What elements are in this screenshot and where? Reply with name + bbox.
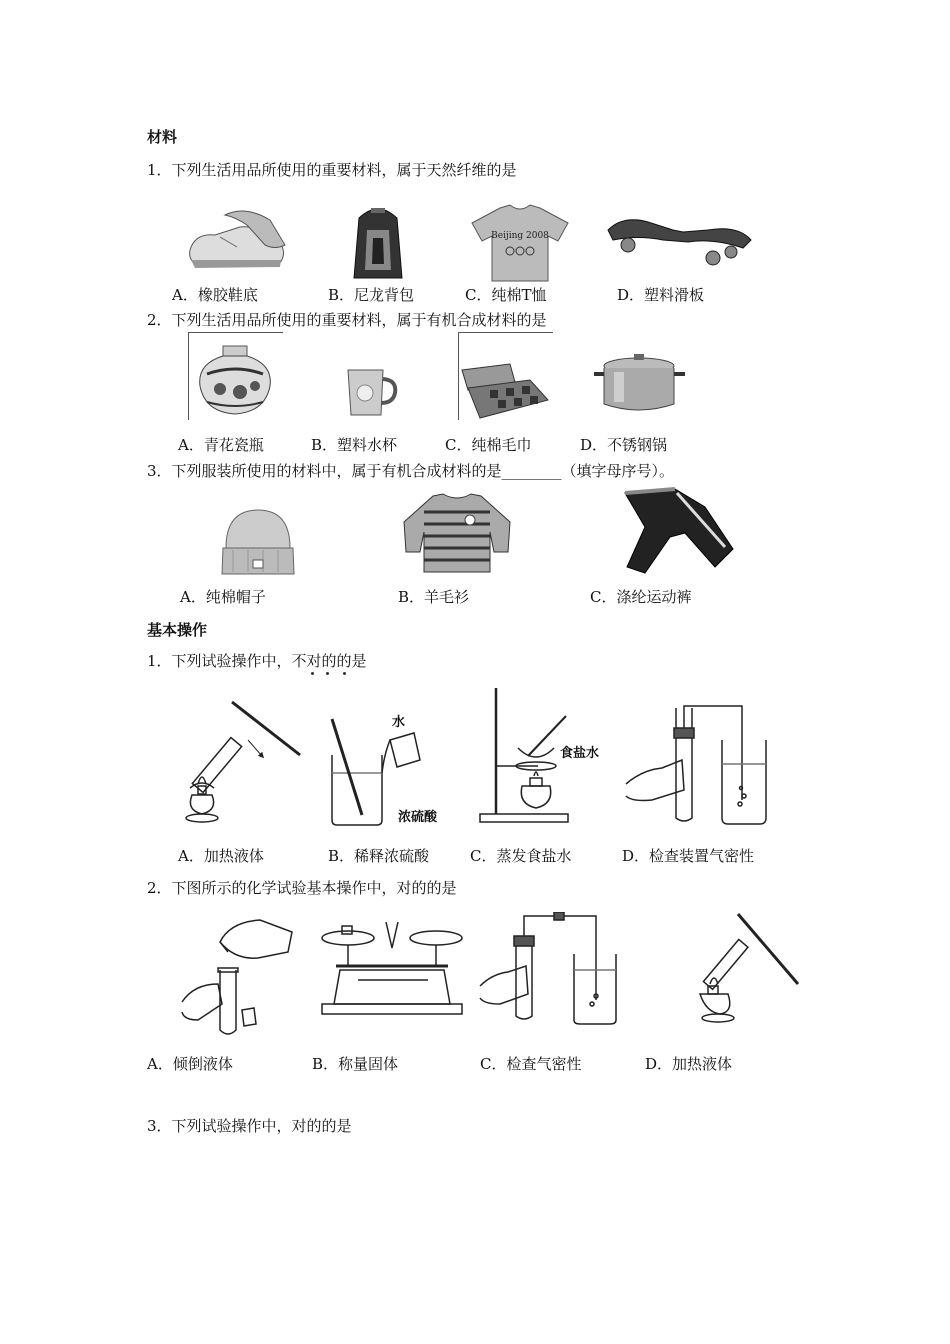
option-a[interactable]: A．加热液体 — [178, 847, 264, 865]
option-c[interactable]: C．纯棉T恤 — [465, 286, 547, 304]
option-a[interactable]: A．纯棉帽子 — [180, 588, 266, 606]
section-heading-basic-operations: 基本操作 — [147, 621, 208, 639]
wool-sweater-icon — [398, 492, 516, 574]
steel-pot-icon — [592, 352, 687, 416]
option-a[interactable]: A．橡胶鞋底 — [172, 286, 258, 304]
frame-line — [188, 332, 189, 420]
option-d[interactable]: D．加热液体 — [645, 1055, 733, 1073]
section-heading-materials: 材料 — [147, 128, 178, 146]
option-c[interactable]: C．检查气密性 — [480, 1055, 582, 1073]
question-text: 1．下列试验操作中，不对的的是 — [147, 652, 367, 670]
option-d[interactable]: D．塑料滑板 — [617, 286, 705, 304]
option-b[interactable]: B．羊毛衫 — [398, 588, 470, 606]
option-a[interactable]: A．青花瓷瓶 — [178, 436, 264, 454]
emphasis-dot — [326, 672, 329, 675]
option-a[interactable]: A．倾倒液体 — [147, 1055, 233, 1073]
heating-liquid-figure — [170, 700, 305, 830]
frame-line — [188, 332, 283, 333]
figure-label-acid: 浓硫酸 — [398, 810, 438, 825]
backpack-icon — [347, 200, 409, 282]
polyester-pants-icon — [615, 487, 735, 575]
emphasis-dot — [311, 672, 314, 675]
figure-label-water: 水 — [392, 715, 406, 730]
tshirt-icon — [470, 203, 570, 283]
cotton-hat-icon — [218, 508, 298, 578]
shoe-icon — [185, 205, 290, 275]
question-text: 3．下列服装所使用的材料中，属于有机合成材料的是________（填字母序号）。 — [147, 462, 675, 480]
option-d[interactable]: D．检查装置气密性 — [622, 847, 755, 865]
balance-scale-figure — [318, 918, 468, 1018]
plastic-cup-icon — [343, 365, 399, 417]
figure-label-brine: 食盐水 — [560, 746, 600, 761]
option-c[interactable]: C．蒸发食盐水 — [470, 847, 572, 865]
frame-line — [458, 332, 553, 333]
pouring-liquid-figure — [180, 912, 300, 1042]
option-b[interactable]: B．称量固体 — [312, 1055, 399, 1073]
svg-text:Beijing 2008: Beijing 2008 — [491, 231, 549, 241]
option-c[interactable]: C．涤纶运动裤 — [590, 588, 692, 606]
option-b[interactable]: B．尼龙背包 — [328, 286, 415, 304]
question-text: 3．下列试验操作中，对的的是 — [147, 1117, 352, 1135]
airtightness-check-figure — [622, 700, 772, 828]
airtightness-check-figure — [478, 912, 618, 1027]
option-d[interactable]: D．不锈钢锅 — [580, 436, 668, 454]
emphasis-dot — [343, 672, 346, 675]
question-text: 1．下列生活用品所使用的重要材料，属于天然纤维的是 — [147, 161, 517, 179]
heating-liquid-figure — [690, 912, 800, 1027]
frame-line — [458, 332, 459, 420]
option-c[interactable]: C．纯棉毛巾 — [445, 436, 532, 454]
option-b[interactable]: B．塑料水杯 — [311, 436, 398, 454]
skateboard-icon — [603, 210, 753, 272]
question-text: 2．下图所示的化学试验基本操作中，对的的是 — [147, 879, 457, 897]
towel-icon — [460, 360, 550, 420]
porcelain-vase-icon — [195, 344, 275, 416]
option-b[interactable]: B．稀释浓硫酸 — [328, 847, 430, 865]
question-text: 2．下列生活用品所使用的重要材料，属于有机合成材料的是 — [147, 311, 547, 329]
